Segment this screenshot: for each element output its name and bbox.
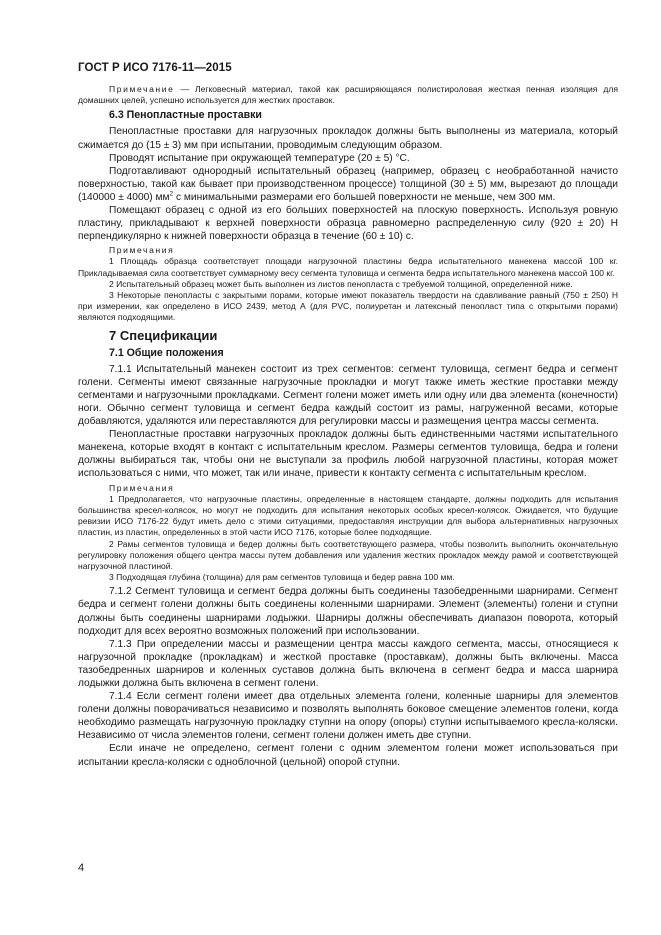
note-label: Примечание	[109, 84, 175, 94]
note-text: — Легковесный материал, такой как расширяющаяся полистироловая жесткая пенная изоляция для домашних целей, успешно используется для жестких проставок.	[78, 84, 618, 106]
paragraph-part: Подготавливают однородный испытательный образец (например, образец с необработанной начисто поверхностью, такой как бывает при производственном процессе) толщиной (30 ± 5) мм, вырезают до площади (140000 ± 4000) мм	[78, 165, 618, 203]
note-item: 2 Испытательный образец может быть выполнен из листов пенопласта с требуемой толщиной, определенной ниже.	[109, 278, 573, 289]
page-content	[78, 84, 618, 769]
note-item: 1 Площадь образца соответствует площади нагрузочной пластины бедра испытательного манекена массой 100 кг. Прикладываемая сила соответствует суммарному весу сегмента туловища и сегмента бедра испытательного манекена массой 100 кг.	[78, 256, 618, 278]
document-header: ГОСТ Р ИСО 7176-11—2015	[78, 62, 232, 74]
section-7-1-1-paragraph: 7.1.1 Испытательный манекен состоит из трех сегментов: сегмент туловища, сегмент бедра и сегмент голени. Сегменты имеют связанные нагрузочные прокладки и могут также иметь жесткие проставки между сегментами и нагрузочными прокладками. Сегмент голени может иметь или одну или два элемента (конечности) ноги. Обычно сегмент туловища и сегмент бедра каждый состоит из рамы, нагруженной весами, которые добавляются, удаляются или переставляются для регулировки массы и размещения центра массы сегмента.	[78, 363, 618, 428]
paragraph-part: с минимальными размерами его большей поверхности не меньше, чем 300 мм.	[173, 191, 556, 203]
note-item: 3 Подходящая глубина (толщина) для рам сегментов туловища и бедер равна 100 мм.	[109, 572, 455, 583]
section-6-3-paragraph: Помещают образец с одной из его больших поверхностей на плоскую поверхность. Используя ровную пластину, прикладывают к верхней поверхности образца равномерно распределенную силу (920 ± 20) Н перпендикулярно к нижней поверхности образца в течение (60 ± 10) с.	[78, 204, 618, 243]
section-7-1-title: 7.1 Общие положения	[109, 346, 224, 359]
section-6-3-paragraph: Пенопластные проставки для нагрузочных прокладок должны быть выполнены из материала, который сжимается до (15 ± 3) мм при испытании, проводимым следующим образом.	[78, 126, 618, 151]
foam-spacers-paragraph: Пенопластные проставки нагрузочных прокладок должны быть единственными частями испытательного манекена, которые входят в контакт с испытательным креслом. Размеры сегментов туловища, бедра и голени должны выбираться так, чтобы они не выступали за профиль любой нагрузочной пластины, которая может использоваться с ними, что может, так или иначе, привести к контакту сегмента с испытательным креслом.	[78, 429, 618, 480]
note-top	[78, 84, 618, 106]
notes-title: Примечания	[109, 482, 175, 493]
section-7-1-4-paragraph: 7.1.4 Если сегмент голени имеет два отдельных элемента голени, коленные шарниры для элементов голени должны поворачиваться независимо и позволять выполнять боковое смещение элементов голени, когда необходимо размещать нагрузочную прокладку ступни на опору (опоры) ступни испытываемого кресла-коляски. Независимо от числа элементов голени, сегмент голени должен иметь две ступни.	[78, 691, 618, 742]
note-item: 1 Предполагается, что нагрузочные пластины, определенные в настоящем стандарте, должны подходить для испытания большинства кресел-колясок, но могут не подходить для испытания некоторых особых кресел-колясок. Ожидается, что будущие ревизии ИСО 7176-22 будут иметь дело с этими ситуациями, предоставляя инструкции для выбора альтернативных нагрузочных пластин, из пластин, определенных в этой части ИСО 7176, которые более подходящие.	[78, 493, 618, 538]
section-7-1-3-paragraph: 7.1.3 При определении массы и размещении центра массы каждого сегмента, массы, относящиеся к нагрузочной прокладке (прокладкам) и жесткой проставке (проставкам), должны быть включены. Масса тазобедренных шарниров и коленных суставов должна быть включена в сегмент бедра и масса шарнира лодыжки должна быть включена в сегмент голени.	[78, 638, 618, 689]
superscript: 2	[169, 190, 174, 198]
section-7-1-2-paragraph: 7.1.2 Сегмент туловища и сегмент бедра должны быть соединены тазобедренными шарнирами. Сегмент бедра и сегмент голени должны быть соединены коленными шарнирами. Элемент (элементы) голени и ступни должны быть соединены шарнирами лодыжки. Шарниры должны обеспечивать диапазон поворота, который подходит для всех вероятно возможных положений при использовании.	[78, 586, 618, 637]
note-item: 2 Рамы сегментов туловища и бедер должны быть соответствующего размера, чтобы позволить выполнить окончательную регулировку положения общего центра массы путем добавления или удаления жестких прокладок между рамой и соответствующей нагрузочной пластиной.	[78, 538, 618, 571]
page-number: 4	[78, 862, 85, 874]
section-6-3-title: 6.3 Пенопластные проставки	[109, 109, 262, 122]
note-item: 3 Некоторые пенопласты с закрытыми порами, которые имеют показатель твердости на сдавливание равный (750 ± 250) Н при измерении, как определено в ИСО 2439, метод А (для PVC, полиуретан и латексный пенопласт типа с открытыми порами) являются подходящими.	[78, 290, 618, 323]
section-7-title: 7 Спецификации	[109, 327, 218, 343]
section-6-3-paragraph	[78, 165, 618, 204]
final-paragraph: Если иначе не определено, сегмент голени с одним элементом голени может использоваться при испытании кресла-коляски с одноблочной (цельной) опорой ступни.	[78, 743, 618, 768]
section-6-3-paragraph: Проводят испытание при окружающей температуре (20 ± 5) °С.	[109, 152, 410, 164]
notes-title: Примечания	[109, 245, 175, 256]
